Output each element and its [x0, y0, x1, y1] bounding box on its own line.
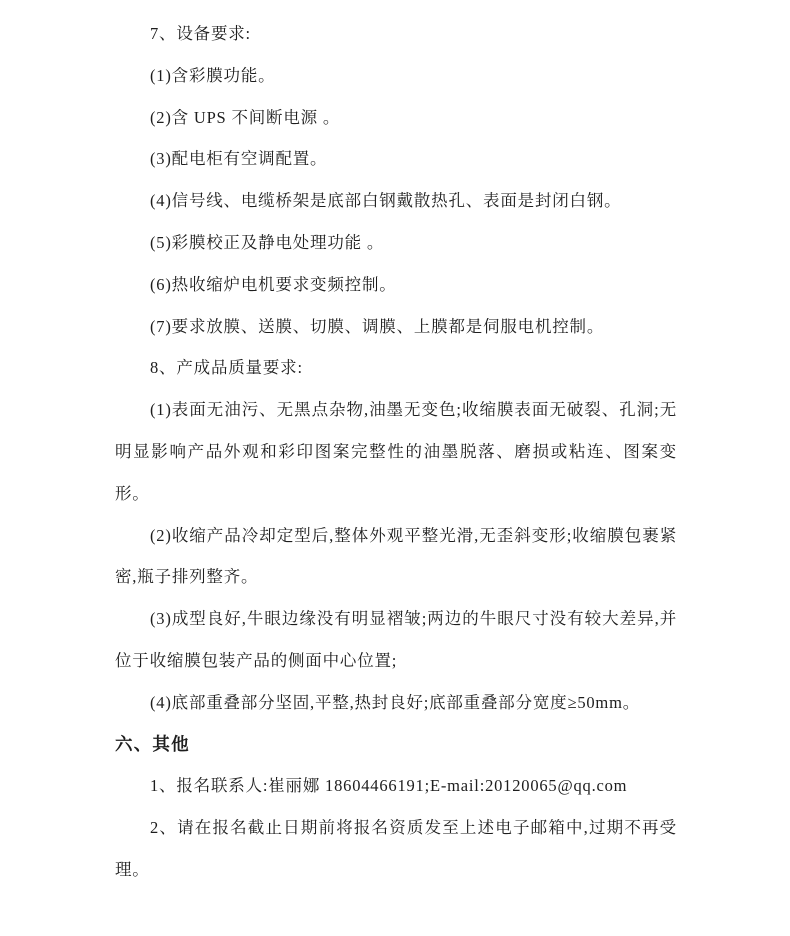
equipment-item-3: (3)配电柜有空调配置。	[150, 149, 328, 169]
equipment-item-2: (2)含 UPS 不间断电源 。	[150, 107, 341, 127]
equipment-item-5: (5)彩膜校正及静电处理功能 。	[150, 232, 385, 252]
deadline-note-line: 2、请在报名截止日期前将报名资质发至上述电子邮箱中,过期不再受理。	[115, 818, 677, 879]
equipment-section-heading: 7、设备要求:	[150, 24, 251, 43]
equipment-item-1: (1)含彩膜功能。	[150, 65, 276, 85]
quality-item-3: (3)成型良好,牛眼边缘没有明显褶皱;两边的牛眼尺寸没有较大差异,并位于收缩膜包装产品的侧面中心位置;	[115, 609, 677, 670]
equipment-item-4: (4)信号线、电缆桥架是底部白钢戴散热孔、表面是封闭白钢。	[150, 191, 622, 211]
quality-section-heading: 8、产成品质量要求:	[150, 358, 303, 378]
quality-item-2: (2)收缩产品冷却定型后,整体外观平整光滑,无歪斜变形;收缩膜包裹紧密,瓶子排列整齐。	[115, 525, 677, 587]
contact-info-line: 1、报名联系人:崔丽娜 18604466191;E-mail:20120065@qq.com	[150, 776, 628, 796]
quality-item-1: (1)表面无油污、无黑点杂物,油墨无变色;收缩膜表面无破裂、孔洞;无明显影响产品外观和彩印图案完整性的油墨脱落、磨损或粘连、图案变形。	[115, 400, 677, 503]
equipment-item-7: (7)要求放膜、送膜、切膜、调膜、上膜都是伺服电机控制。	[150, 316, 605, 336]
document-page	[115, 13, 677, 891]
quality-item-4: (4)底部重叠部分坚固,平整,热封良好;底部重叠部分宽度≥50mm。	[150, 692, 640, 712]
other-section-heading: 六、其他	[115, 733, 190, 754]
equipment-item-6: (6)热收缩炉电机要求变频控制。	[150, 274, 397, 294]
